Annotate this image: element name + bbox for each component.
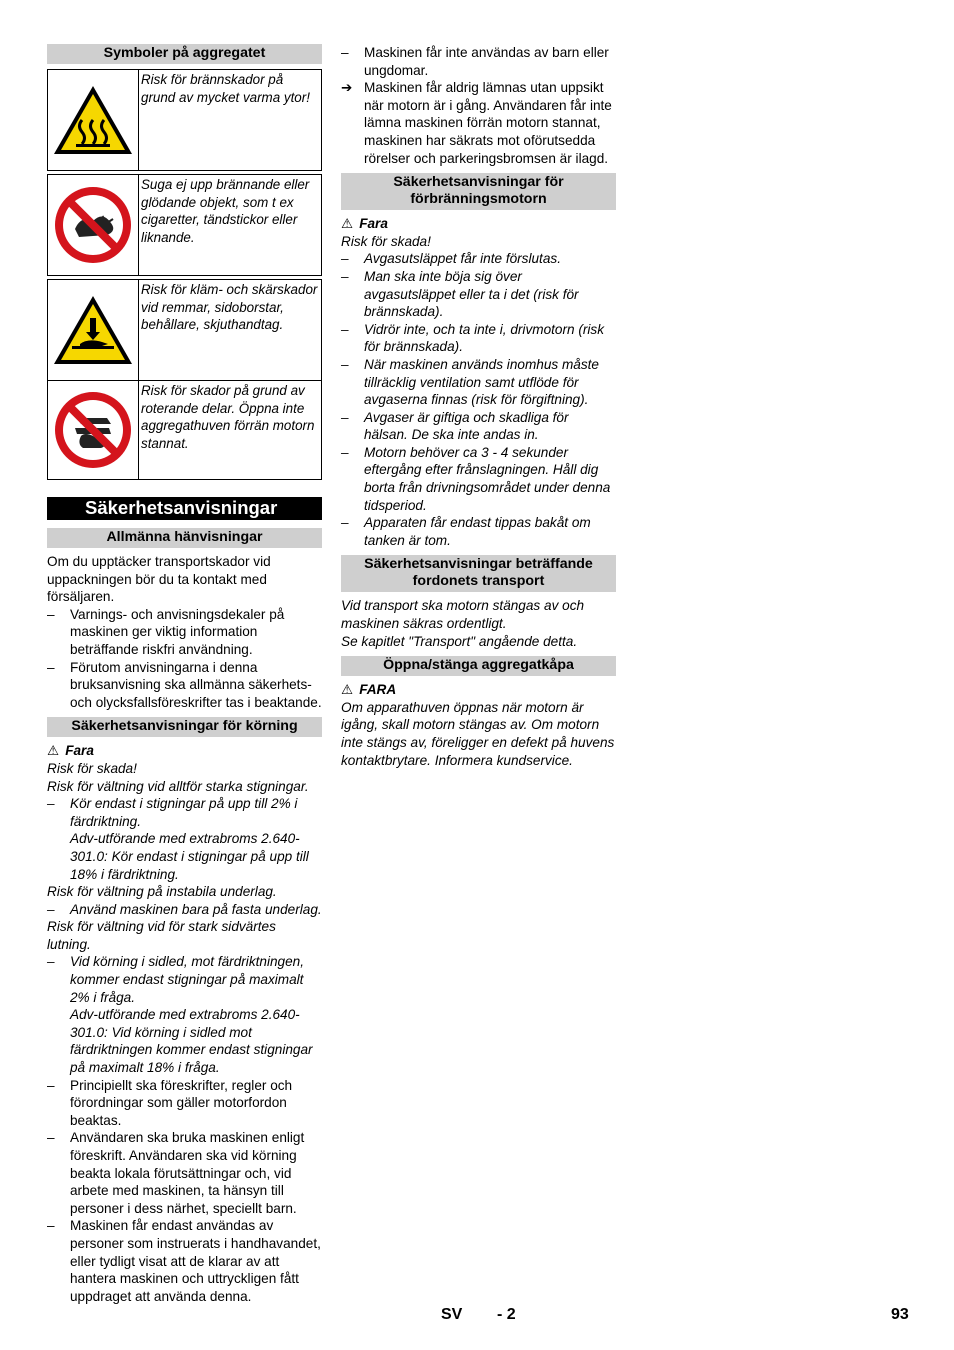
hood-text: Om apparathuven öppnas när motorn är igång, skall motorn stängas av. Om motorn inte stängs av, föreligger en defekt på huvens kontaktbrytare. Informera kundservice. (341, 699, 615, 768)
dash-marker: – (341, 321, 349, 337)
engine-heading: Säkerhetsanvisningar för förbränningsmotorn (341, 173, 616, 210)
footer-language: SV (441, 1306, 463, 1323)
dash-marker: – (47, 954, 55, 970)
list-item: – Apparaten får endast tippas bakåt om tanken är tom. (341, 515, 591, 548)
symbols-heading: Symboler på aggregatet (47, 44, 322, 64)
driving-heading: Säkerhetsanvisningar för körning (47, 717, 322, 737)
warning-triangle-icon: ⚠ (47, 743, 60, 759)
driving-risk-sideways: Risk för vältning vid för stark sidvärtes lutning. (47, 919, 276, 952)
list-item: – Användaren ska bruka maskinen enligt föreskrift. Användaren ska vid körning beakta lokala förutsättningar och, vid arbete med maskinen, ta hänsyn till personer i dess närhet, speciellt barn. (47, 1130, 305, 1216)
general-intro: Om du upptäcker transportskador vid uppackningen bör du ta kontakt med försäljaren. (47, 554, 271, 605)
crush-hazard-warning-icon (48, 280, 139, 380)
list-item: – Motorn behöver ca 3 - 4 sekunder eftergång efter frånslagningen. Håll dig borta från drivningsområdet under denna tidsperiod. (341, 444, 611, 513)
safety-title: Säkerhetsanvisningar (47, 497, 322, 520)
driving-risk-unstable: Risk för vältning på instabila underlag. (47, 884, 277, 900)
list-item: – När maskinen används inomhus måste tillräcklig ventilation samt utflöde för avgaserna finnas (risk för förgiftning). (341, 356, 599, 408)
arrow-marker: ➔ (341, 80, 353, 96)
dash-marker: – (341, 268, 349, 284)
dash-marker: – (341, 356, 349, 372)
list-item: – Maskinen får endast användas av personer som instruerats i handhavandet, eller tydligt visat att de klarar av att hantera maskinen och uttryckligen fått uppdraget att använda denna. (47, 1218, 321, 1304)
hood-heading: Öppna/stänga aggregatkåpa (341, 656, 616, 676)
right-column (341, 44, 616, 769)
general-heading: Allmänna hänvisningar (47, 528, 322, 548)
list-item: – Avgaser är giftiga och skadliga för hälsan. De ska inte andas in. (341, 409, 569, 443)
dash-marker: – (341, 444, 349, 460)
dash-marker: – (47, 1218, 55, 1234)
transport-text-2: Se kapitlet "Transport" angående detta. (341, 633, 578, 649)
driving-warning: ⚠ Fara (47, 743, 94, 759)
list-item: – Avgasutsläppet får inte förslutas. (341, 251, 561, 267)
footer-section: - 2 (497, 1306, 516, 1323)
dash-marker: – (47, 796, 55, 812)
warning-triangle-icon: ⚠ (341, 682, 354, 698)
dash-marker: – (341, 409, 349, 425)
left-column (47, 44, 322, 1305)
dash-marker: – (341, 515, 349, 531)
list-item-continuation: Adv-utförande med extrabroms 2.640-301.0: Vid körning i sidled mot färdriktningen kommer endast stigningar på maximalt 18% i fråga. (70, 1007, 313, 1076)
symbol-text: Risk för skador på grund av roterande delar. Öppna inte aggregathuven förrän motorn stannat. (141, 383, 315, 451)
transport-heading: Säkerhetsanvisningar beträffande fordonets transport (341, 555, 616, 592)
dash-marker: – (47, 1130, 55, 1146)
list-item: ➔ Maskinen får aldrig lämnas utan uppsikt när motorn är i gång. Användaren får inte lämna maskinen förrän motorn stannat, maskinen har säkrats mot oförutsedda rörelser och parkeringsbromsen är ilagd. (341, 80, 612, 166)
driving-risk: Risk för skada! (47, 760, 137, 776)
list-item: – Maskinen får inte användas av barn eller ungdomar. (341, 45, 609, 78)
symbol-row (47, 69, 322, 171)
dash-marker: – (341, 251, 349, 267)
dash-marker: – (47, 901, 55, 917)
symbol-row (47, 174, 322, 276)
list-item: – Vid körning i sidled, mot färdriktningen, kommer endast stigningar på maximalt 2% i fråga. (47, 954, 304, 1005)
list-item: – Principiellt ska föreskrifter, regler och förordningar som gäller motorfordon beaktas. (47, 1077, 293, 1128)
hood-warning: ⚠ FARA (341, 682, 397, 698)
dash-marker: – (341, 45, 349, 60)
list-item: – Använd maskinen bara på fasta underlag. (47, 901, 322, 917)
driving-risk-slopes: Risk för vältning vid alltför starka stigningar. (47, 778, 309, 794)
list-item: – Man ska inte böja sig över avgasutsläppet eller ta i det (risk för brännskada). (341, 268, 579, 320)
no-burning-objects-icon (48, 175, 139, 275)
list-item: – Vidrör inte, och ta inte i, drivmotorn (risk för brännskada). (341, 321, 604, 355)
symbol-text: Suga ej upp brännande eller glödande objekt, som t ex cigaretter, tändstickor eller liknande. (141, 177, 310, 245)
symbol-row (47, 380, 322, 480)
dash-marker: – (47, 1077, 55, 1093)
list-item: – Varnings- och anvisningsdekaler på maskinen ger viktig information beträffande riskfri användning. (47, 606, 285, 657)
transport-text: Vid transport ska motorn stängas av och maskinen säkras ordentligt. (341, 598, 585, 632)
list-item: – Kör endast i stigningar på upp till 2% i färdriktning. (47, 796, 298, 829)
no-touch-rotating-parts-icon (48, 381, 139, 479)
symbol-text: Risk för kläm- och skärskador vid remmar, sidoborstar, behållare, skjuthandtag. (141, 282, 318, 333)
symbol-row (47, 279, 322, 380)
hot-surface-warning-icon (48, 70, 139, 170)
dash-marker: – (47, 606, 55, 622)
symbol-text: Risk för brännskador på grund av mycket varma ytor! (141, 72, 310, 105)
warning-triangle-icon: ⚠ (341, 216, 354, 232)
engine-risk: Risk för skada! (341, 233, 431, 249)
list-item: – Förutom anvisningarna i denna bruksanvisning ska allmänna säkerhets- och olycksfallsföreskrifter tas i beaktande. (47, 659, 322, 710)
dash-marker: – (47, 659, 55, 675)
list-item-continuation: Adv-utförande med extrabroms 2.640-301.0: Kör endast i stigningar på upp till 18% i färdriktning. (70, 831, 309, 882)
footer-page-number: 93 (891, 1306, 909, 1323)
engine-warning: ⚠ Fara (341, 216, 388, 232)
